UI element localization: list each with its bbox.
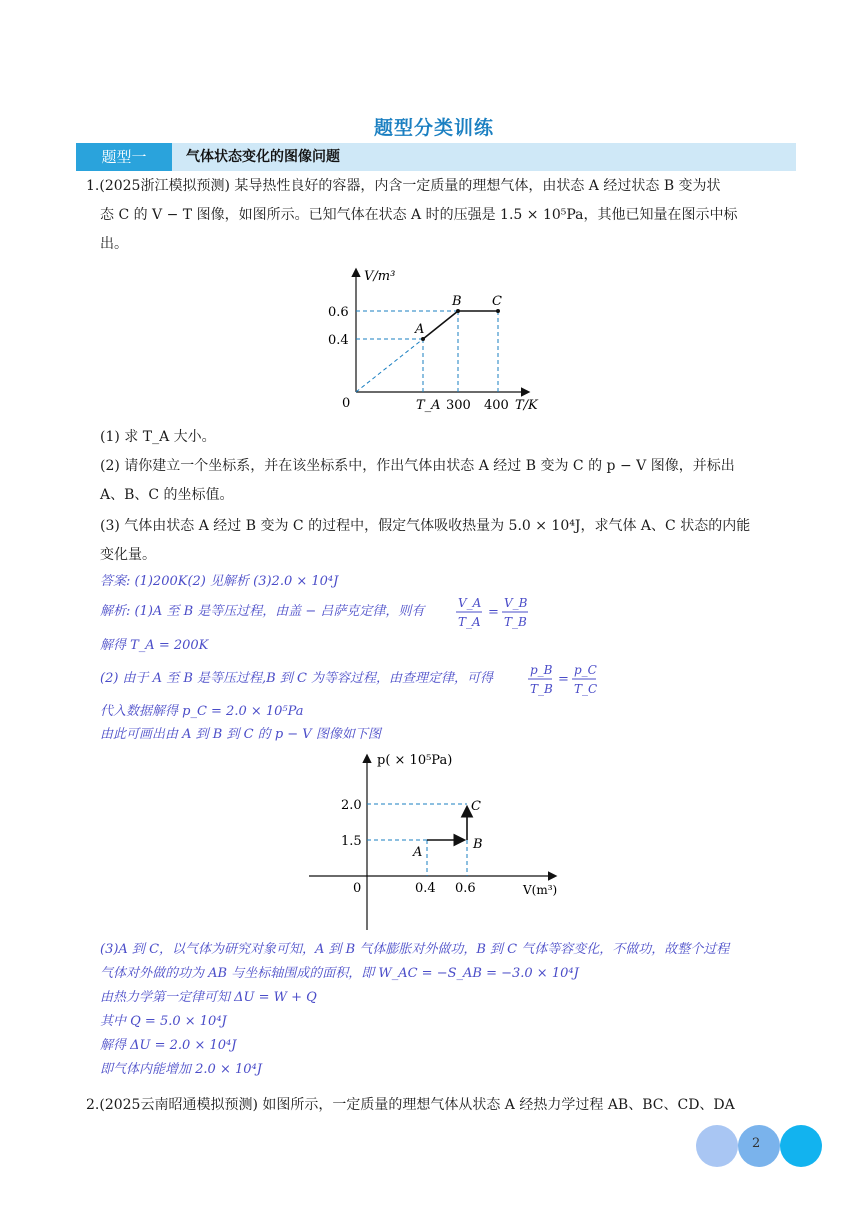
vt-ytick-04: 0.4: [328, 333, 349, 348]
a2-num-r: V_B: [504, 596, 528, 610]
q2-line1: 2.(2025云南昭通模拟预测) 如图所示，一定质量的理想气体从状态 A 经热力学过程 AB、BC、CD、DA: [86, 1097, 735, 1113]
q1-line1: 1.(2025浙江模拟预测) 某导热性良好的容器，内含一定质量的理想气体，由状态 A 经过状态 B 变为状: [86, 178, 721, 194]
answer-7: (3)A 到 C，以气体为研究对象可知，A 到 B 气体膨胀对外做功，B 到 C 气体等容变化，不做功，故整个过程: [100, 942, 730, 957]
pv-label-a: A: [413, 845, 423, 860]
type-title: 气体状态变化的图像问题: [186, 149, 340, 165]
section-title: 题型分类训练: [373, 117, 494, 139]
a2-den-l: T_A: [458, 615, 481, 629]
answer-4: (2) 由于 A 至 B 是等压过程,B 到 C 为等容过程，由查理定律，可得: [100, 671, 494, 686]
vt-xlabel: T/K: [515, 398, 538, 413]
pv-chart: [305, 748, 567, 934]
vt-xtick-300: 300: [446, 398, 471, 413]
q1-sub3a: (3) 气体由状态 A 经过 B 变为 C 的过程中，假定气体吸收热量为 5.0 × 10⁴J，求气体 A、C 状态的内能: [100, 518, 751, 534]
answer-11: 解得 ΔU = 2.0 × 10⁴J: [100, 1038, 237, 1053]
vt-origin: 0: [342, 396, 351, 411]
pv-origin: 0: [353, 881, 362, 896]
answer-9: 由热力学第一定律可知 ΔU = W + Q: [100, 990, 317, 1005]
answer-3: 解得 T_A = 200K: [100, 638, 209, 653]
answer-12: 即气体内能增加 2.0 × 10⁴J: [100, 1062, 262, 1077]
answer-10: 其中 Q = 5.0 × 10⁴J: [100, 1014, 227, 1029]
type-bar: [76, 143, 796, 171]
vt-ylabel: V/m³: [364, 269, 396, 284]
vt-line-ab: [423, 311, 458, 339]
q1-sub1: (1) 求 T_A 大小。: [100, 429, 216, 445]
answer-1: 答案: (1)200K(2) 见解析 (3)2.0 × 10⁴J: [100, 574, 339, 589]
a2-den-r: T_B: [504, 615, 527, 629]
answer-2-fraction: [452, 592, 532, 632]
vt-ytick-06: 0.6: [328, 305, 349, 320]
vt-chart: [320, 262, 550, 420]
q1-sub2b: A、B、C 的坐标值。: [100, 487, 234, 503]
q1-line3: 出。: [100, 236, 128, 252]
vt-label-a: A: [415, 322, 425, 337]
pv-xtick-04: 0.4: [415, 881, 436, 896]
answer-6: 由此可画出由 A 到 B 到 C 的 p − V 图像如下图: [100, 727, 381, 742]
pv-ytick-15: 1.5: [341, 834, 362, 849]
vt-point-c: [496, 309, 500, 313]
a4-num-l: p_B: [530, 663, 553, 677]
vt-label-c: C: [492, 294, 502, 309]
a4-num-r: p_C: [574, 663, 597, 677]
vt-label-b: B: [452, 294, 462, 309]
q1-line2: 态 C 的 V − T 图像，如图所示。已知气体在状态 A 时的压强是 1.5 × 10⁵Pa，其他已知量在图示中标: [100, 207, 738, 223]
vt-point-b: [456, 309, 460, 313]
pv-xlabel: V(m³): [523, 883, 558, 897]
vt-origin-dash: [356, 339, 423, 392]
vt-xtick-400: 400: [484, 398, 509, 413]
vt-xtick-ta: T_A: [416, 398, 441, 413]
page-dot-3: [780, 1125, 822, 1167]
pv-xtick-06: 0.6: [455, 881, 476, 896]
q1-sub2a: (2) 请你建立一个坐标系，并在该坐标系中，作出气体由状态 A 经过 B 变为 C 的 p − V 图像，并标出: [100, 458, 735, 474]
page-number: 2: [752, 1136, 761, 1151]
answer-8: 气体对外做的功为 AB 与坐标轴围成的面积，即 W_AC = −S_AB = −3.0 × 10⁴J: [100, 966, 579, 981]
answer-5: 代入数据解得 p_C = 2.0 × 10⁵Pa: [100, 704, 304, 719]
a2-num-l: V_A: [458, 596, 482, 610]
answer-4-fraction: [524, 659, 600, 699]
svg-text:=: =: [558, 672, 569, 687]
svg-text:=: =: [488, 605, 499, 620]
a4-den-r: T_C: [574, 682, 598, 696]
vt-point-a: [421, 337, 425, 341]
type-tag: 题型一: [76, 143, 172, 171]
q1-sub3b: 变化量。: [100, 547, 156, 563]
pv-label-c: C: [471, 799, 481, 814]
pv-ytick-20: 2.0: [341, 798, 362, 813]
page-dot-1: [696, 1125, 738, 1167]
a4-den-l: T_B: [530, 682, 553, 696]
pv-label-b: B: [473, 837, 483, 852]
pv-ylabel: p( × 10⁵Pa): [377, 753, 453, 768]
answer-2: 解析: (1)A 至 B 是等压过程，由盖 − 吕萨克定律，则有: [100, 604, 425, 619]
